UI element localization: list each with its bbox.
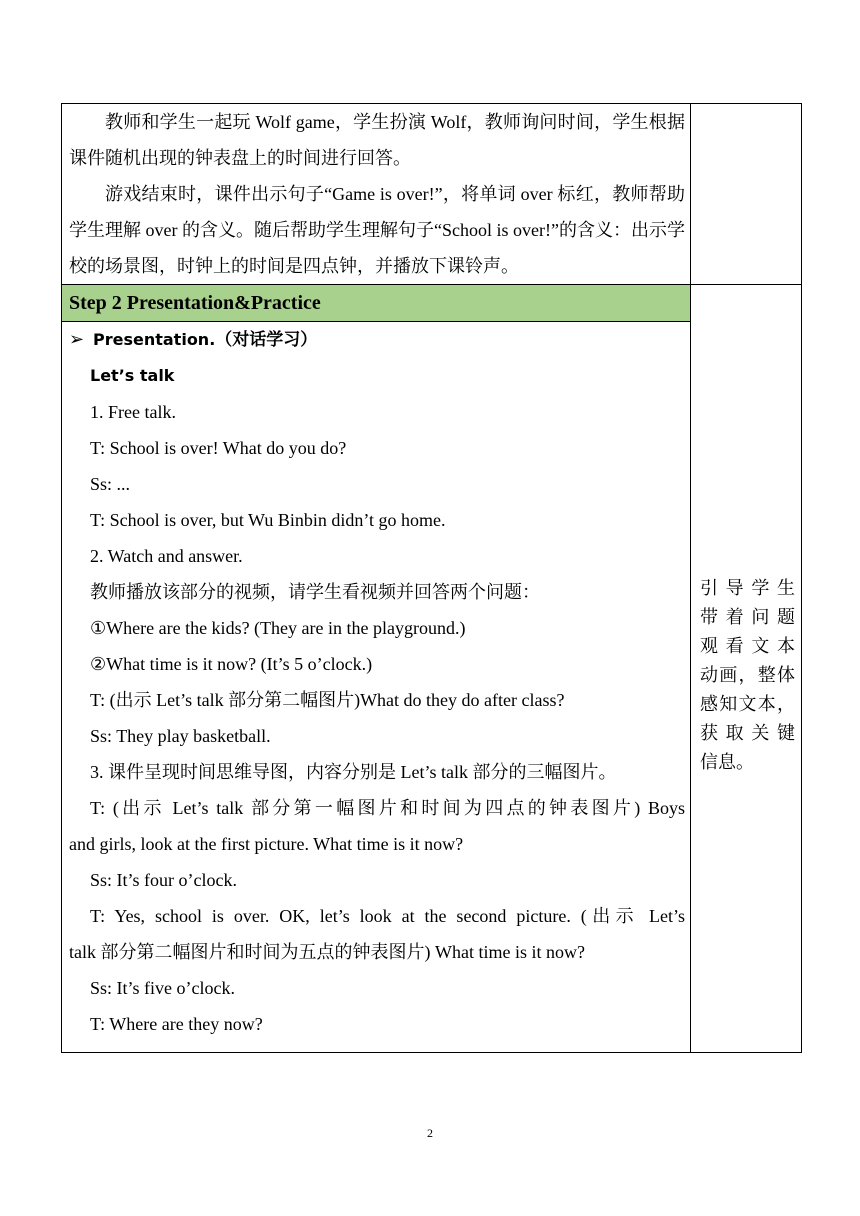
side-note-line: 信息。 bbox=[700, 752, 754, 772]
intro-paragraph: 游戏结束时，课件出示句子“Game is over!”，将单词 over 标红，教师帮助学生理解 over 的含义。随后帮助学生理解句子“School is over!”的含义：出示学校的场景图，时钟上的时间是四点钟，并播放下课铃声。 bbox=[69, 184, 685, 276]
intro-side-cell bbox=[691, 104, 802, 285]
presentation-label-cn: （对话学习） bbox=[215, 330, 318, 350]
dialogue-line: T: School is over! What do you do? bbox=[90, 438, 347, 458]
side-note-line: 获取关键 bbox=[700, 723, 795, 743]
table-row bbox=[62, 285, 802, 1053]
dialogue-line: Ss: It’s five o’clock. bbox=[90, 978, 235, 998]
arrow-bullet-icon: ➢ bbox=[69, 329, 85, 350]
side-note-line: 观看文本 bbox=[700, 636, 795, 656]
dialogue-line: 教师播放该部分的视频，请学生看视频并回答两个问题： bbox=[90, 582, 540, 602]
section-subtitle: Let’s talk bbox=[90, 366, 175, 385]
step2-cell bbox=[62, 285, 691, 1053]
dialogue-line: T: (出示 Let’s talk 部分第二幅图片)What do they do after class? bbox=[90, 690, 565, 710]
dialogue-line-continued: talk 部分第二幅图片和时间为五点的钟表图片) What time is it now? bbox=[69, 942, 585, 962]
table-row bbox=[62, 104, 802, 285]
side-note-line: 带着问题 bbox=[700, 607, 795, 627]
dialogue-line: ②What time is it now? (It’s 5 o’clock.) bbox=[90, 654, 373, 674]
page-number: 2 bbox=[427, 1126, 433, 1140]
side-note-line: 动画，整体 bbox=[700, 665, 795, 685]
dialogue-line: 3. 课件呈现时间思维导图，内容分别是 Let’s talk 部分的三幅图片。 bbox=[90, 762, 617, 782]
lesson-plan-table bbox=[61, 103, 802, 1053]
step-header: Step 2 Presentation&Practice bbox=[62, 285, 690, 322]
side-note-cell bbox=[691, 285, 802, 1053]
dialogue-line: 2. Watch and answer. bbox=[90, 546, 243, 566]
dialogue-line: Ss: It’s four o’clock. bbox=[90, 870, 237, 890]
dialogue-line: Ss: ... bbox=[90, 474, 131, 494]
dialogue-line: T: Where are they now? bbox=[90, 1014, 263, 1034]
dialogue-line: T: School is over, but Wu Binbin didn’t go home. bbox=[90, 510, 446, 530]
side-note-line: 感知文本， bbox=[700, 694, 795, 714]
dialogue-line: ①Where are the kids? (They are in the playground.) bbox=[90, 618, 466, 638]
side-note bbox=[691, 560, 801, 777]
dialogue-line: T: Yes, school is over. OK, let’s look at the second picture. (出示 Let’s bbox=[90, 906, 685, 926]
intro-cell bbox=[62, 104, 691, 285]
intro-paragraph: 教师和学生一起玩 Wolf game，学生扮演 Wolf，教师询问时间，学生根据课件随机出现的钟表盘上的时间进行回答。 bbox=[69, 112, 685, 168]
dialogue-line: Ss: They play basketball. bbox=[90, 726, 271, 746]
dialogue-line: 1. Free talk. bbox=[90, 402, 176, 422]
dialogue-line: T: (出示 Let’s talk 部分第一幅图片和时间为四点的钟表图片) Boys bbox=[90, 798, 685, 818]
side-note-line: 引导学生 bbox=[700, 578, 795, 598]
presentation-heading bbox=[62, 322, 690, 358]
dialogue-line-continued: and girls, look at the first picture. What time is it now? bbox=[69, 834, 464, 854]
presentation-label: Presentation. bbox=[93, 330, 216, 349]
